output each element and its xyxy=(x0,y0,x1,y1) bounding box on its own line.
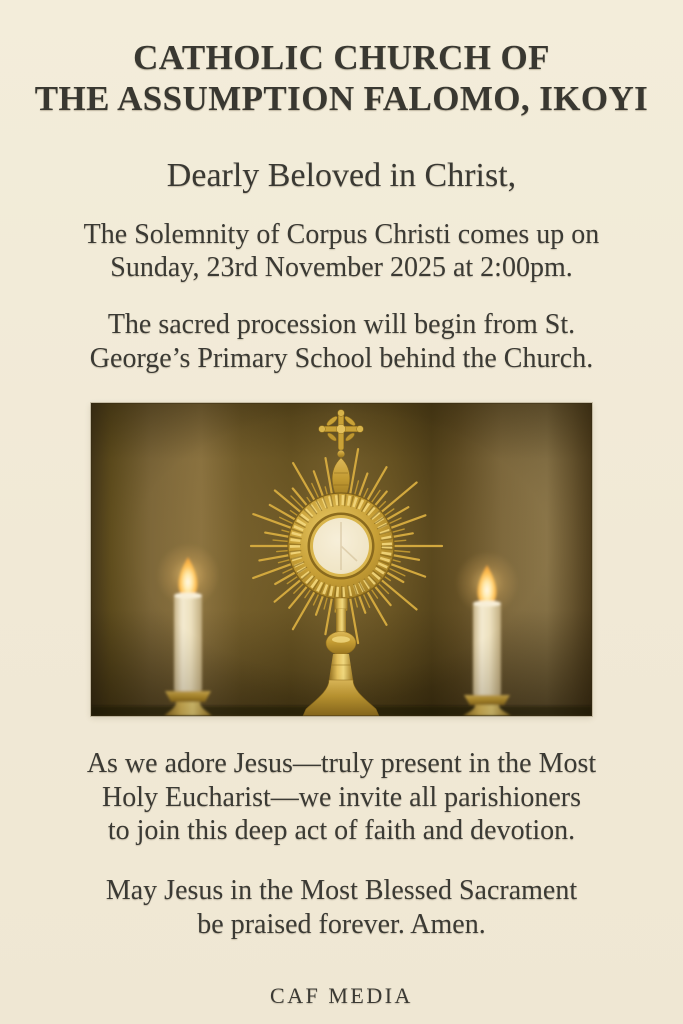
footer-credit: CAF MEDIA xyxy=(270,983,413,1009)
procession-line-2: George’s Primary School behind the Church. xyxy=(89,342,594,374)
announcement-line-1: The Solemnity of Corpus Christi comes up on xyxy=(83,218,600,250)
procession-paragraph xyxy=(0,308,683,375)
monstrance-photo xyxy=(91,403,592,716)
announcement-paragraph xyxy=(0,218,683,285)
announcement-line-2: Sunday, 23rd November 2025 at 2:00pm. xyxy=(110,252,573,284)
invitation-line-3: to join this deep act of faith and devotion. xyxy=(107,815,576,847)
blessing-paragraph xyxy=(0,874,683,941)
page-title xyxy=(0,0,683,120)
greeting-text: Dearly Beloved in Christ, xyxy=(166,156,517,194)
photo-vignette xyxy=(91,403,592,716)
monstrance-photo-svg xyxy=(91,403,592,716)
invitation-line-2: Holy Eucharist—we invite all parishioners xyxy=(102,781,581,813)
blessing-line-1: May Jesus in the Most Blessed Sacrament xyxy=(105,875,578,907)
invitation-line-1: As we adore Jesus—truly present in the Most xyxy=(86,748,597,780)
title-line-1: CATHOLIC CHURCH OF xyxy=(133,38,550,77)
invitation-paragraph xyxy=(0,747,683,848)
title-line-2: THE ASSUMPTION FALOMO, IKOYI xyxy=(34,78,649,118)
procession-line-1: The sacred procession will begin from St. xyxy=(107,309,576,341)
blessing-line-2: be praised forever. Amen. xyxy=(197,908,486,940)
